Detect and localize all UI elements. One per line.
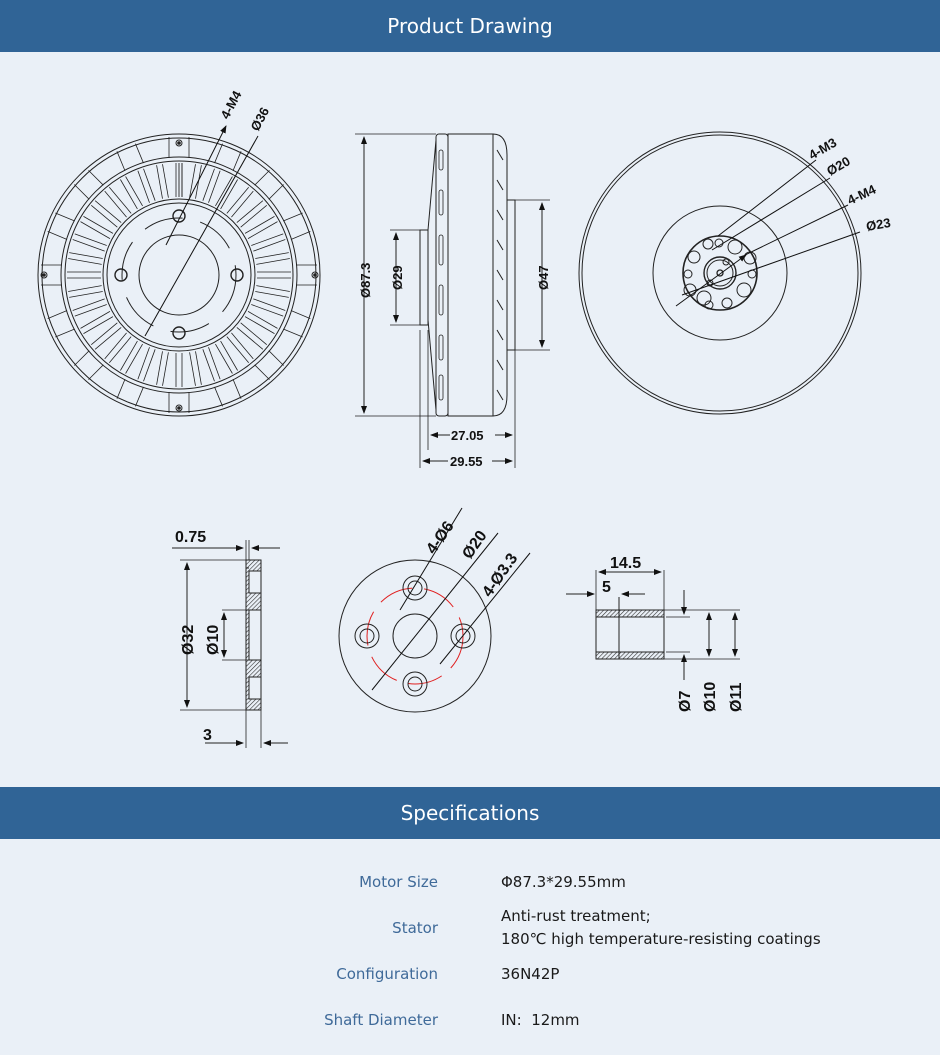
callout-dia-36: Ø36 [247, 104, 273, 134]
callout-4-m4-rear: 4-M4 [844, 181, 879, 208]
spec-value: IN: 12mm [501, 1011, 580, 1029]
spec-value: Φ87.3*29.55mm [501, 873, 626, 891]
rear-view-drawing [579, 132, 892, 414]
adapter-front-drawing [339, 508, 530, 712]
callout-4-m3: 4-M3 [806, 134, 840, 163]
spec-label: Configuration [336, 965, 438, 983]
dim-width-27-05: 27.05 [451, 428, 484, 443]
specifications-header: Specifications [0, 787, 940, 839]
spec-label: Shaft Diameter [324, 1011, 438, 1029]
callout-dia-23: Ø23 [864, 214, 892, 234]
callout-4-dia-3-3: 4-Ø3.3 [479, 550, 522, 601]
spec-label: Motor Size [359, 873, 438, 891]
dim-dia-87-3: Ø87.3 [358, 262, 373, 298]
dim-dia-10: Ø10 [205, 624, 222, 655]
front-view-drawing [38, 88, 320, 416]
spec-label: Stator [392, 919, 438, 937]
dim-14-5: 14.5 [610, 555, 642, 572]
dim-3: 3 [203, 727, 212, 744]
specifications-table [0, 839, 940, 1055]
spec-value: 36N42P [501, 965, 560, 983]
dim-width-29-55: 29.55 [450, 454, 483, 469]
dim-0-75: 0.75 [175, 529, 207, 546]
callout-4-dia-6: 4-Ø6 [423, 518, 458, 558]
sleeve-drawing [566, 555, 745, 712]
dim-dia-11: Ø11 [728, 682, 745, 712]
dim-dia-32: Ø32 [180, 624, 197, 655]
dim-dia-7: Ø7 [677, 690, 694, 712]
callout-4-m4: 4-M4 [217, 88, 245, 122]
product-drawing [0, 52, 940, 787]
product-drawing-header: Product Drawing [0, 0, 940, 52]
spec-value-line-2: 180℃ high temperature-resisting coatings [501, 930, 821, 948]
callout-dia-20-adapter: Ø20 [459, 527, 491, 563]
dim-dia-47: Ø47 [536, 265, 551, 290]
dim-dia-29: Ø29 [390, 265, 405, 290]
callout-dia-20: Ø20 [824, 153, 853, 179]
spec-value-line-1: Anti-rust treatment; [501, 907, 651, 925]
dim-5: 5 [602, 579, 611, 596]
dim-dia-10-sleeve: Ø10 [702, 681, 719, 712]
adapter-side-drawing [172, 529, 288, 748]
side-view-drawing [355, 134, 551, 469]
